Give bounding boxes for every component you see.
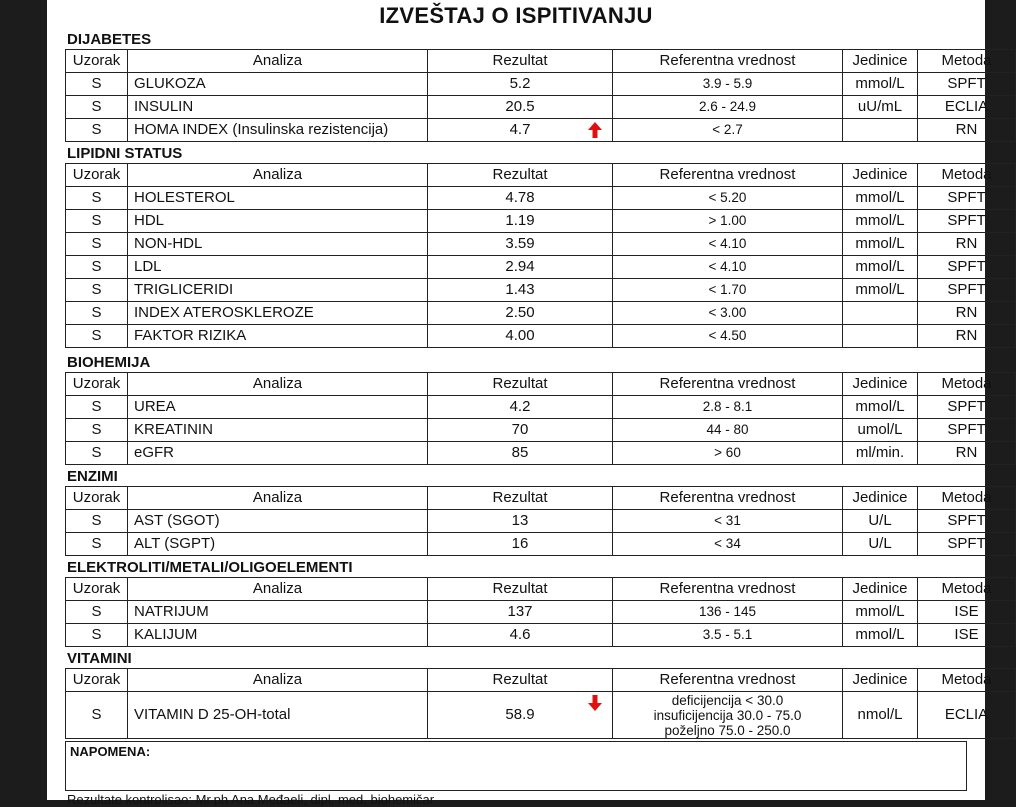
- header-ref: Referentna vrednost: [613, 487, 843, 510]
- table-row: [66, 233, 1016, 256]
- cell-rezultat: [428, 533, 613, 556]
- cell-metoda: RN: [918, 302, 1016, 325]
- cell-uzorak: S: [66, 119, 128, 142]
- header-jed: Jedinice: [843, 373, 918, 396]
- cell-metoda: SPFT: [918, 533, 1016, 556]
- cell-metoda: ECLIA: [918, 692, 1016, 739]
- cell-rezultat: [428, 233, 613, 256]
- header-rezultat: Rezultat: [428, 50, 613, 73]
- report-page: [47, 0, 992, 807]
- cell-analiza: ALT (SGPT): [128, 533, 428, 556]
- header-metoda: Metoda: [918, 50, 1016, 73]
- section-5: [65, 650, 992, 739]
- cell-ref: > 1.00: [613, 210, 843, 233]
- cell-jed: umol/L: [843, 419, 918, 442]
- cell-jed: mmol/L: [843, 624, 918, 647]
- cell-jed: mmol/L: [843, 256, 918, 279]
- cell-jed: uU/mL: [843, 96, 918, 119]
- cell-metoda: ECLIA: [918, 96, 1016, 119]
- napomena-box: [65, 741, 967, 791]
- table-row: [66, 396, 1016, 419]
- result-value: 13: [511, 512, 529, 529]
- section-0: [65, 31, 992, 142]
- header-jed: Jedinice: [843, 578, 918, 601]
- cell-analiza: NATRIJUM: [128, 601, 428, 624]
- cell-uzorak: S: [66, 442, 128, 465]
- result-value: 16: [511, 535, 529, 552]
- cell-analiza: AST (SGOT): [128, 510, 428, 533]
- result-value: 4.00: [505, 327, 535, 344]
- table-row: [66, 96, 1016, 119]
- cell-analiza: eGFR: [128, 442, 428, 465]
- results-table: [65, 486, 1016, 556]
- cell-metoda: SPFT: [918, 187, 1016, 210]
- ref-line: insuficijencija 30.0 - 75.0: [653, 707, 802, 723]
- cell-analiza: HDL: [128, 210, 428, 233]
- cell-jed: U/L: [843, 510, 918, 533]
- table-row: [66, 325, 1016, 348]
- header-rezultat: Rezultat: [428, 578, 613, 601]
- cell-rezultat: [428, 692, 613, 739]
- cell-metoda: SPFT: [918, 256, 1016, 279]
- results-table: [65, 372, 1016, 465]
- cell-uzorak: S: [66, 279, 128, 302]
- section-title: ENZIMI: [67, 468, 118, 485]
- ref-line: poželjno 75.0 - 250.0: [664, 722, 791, 738]
- cell-rezultat: [428, 510, 613, 533]
- cell-ref: > 60: [613, 442, 843, 465]
- cell-ref: 3.5 - 5.1: [613, 624, 843, 647]
- cell-uzorak: S: [66, 419, 128, 442]
- cell-jed: [843, 119, 918, 142]
- cell-metoda: SPFT: [918, 510, 1016, 533]
- cell-uzorak: S: [66, 210, 128, 233]
- header-metoda: Metoda: [918, 578, 1016, 601]
- cell-jed: U/L: [843, 533, 918, 556]
- cell-analiza: INDEX ATEROSKLEROZE: [128, 302, 428, 325]
- section-title: VITAMINI: [67, 650, 132, 667]
- header-uzorak: Uzorak: [66, 164, 128, 187]
- cell-uzorak: S: [66, 187, 128, 210]
- cell-metoda: SPFT: [918, 279, 1016, 302]
- cell-ref: < 1.70: [613, 279, 843, 302]
- result-value: 5.2: [509, 75, 531, 92]
- section-4: [65, 559, 992, 647]
- cell-metoda: RN: [918, 233, 1016, 256]
- table-header-row: [66, 578, 1016, 601]
- result-value: 3.59: [505, 235, 535, 252]
- cell-ref: 136 - 145: [613, 601, 843, 624]
- section-1: [65, 145, 992, 348]
- header-jed: Jedinice: [843, 164, 918, 187]
- table-row: [66, 210, 1016, 233]
- arrow-down-icon: [587, 694, 603, 712]
- results-table: [65, 163, 1016, 348]
- cell-uzorak: S: [66, 533, 128, 556]
- table-row: [66, 533, 1016, 556]
- cell-uzorak: S: [66, 302, 128, 325]
- header-rezultat: Rezultat: [428, 487, 613, 510]
- cell-ref: < 4.10: [613, 256, 843, 279]
- results-table: [65, 668, 1016, 739]
- table-header-row: [66, 487, 1016, 510]
- cell-jed: mmol/L: [843, 233, 918, 256]
- result-value: 4.6: [509, 626, 531, 643]
- cell-analiza: KALIJUM: [128, 624, 428, 647]
- cell-metoda: ISE: [918, 601, 1016, 624]
- cell-analiza: UREA: [128, 396, 428, 419]
- header-uzorak: Uzorak: [66, 487, 128, 510]
- cell-ref: 2.6 - 24.9: [613, 96, 843, 119]
- table-row: [66, 119, 1016, 142]
- cell-rezultat: [428, 419, 613, 442]
- result-value: 137: [507, 603, 533, 620]
- header-analiza: Analiza: [128, 373, 428, 396]
- header-jed: Jedinice: [843, 487, 918, 510]
- table-header-row: [66, 164, 1016, 187]
- header-rezultat: Rezultat: [428, 164, 613, 187]
- cell-jed: mmol/L: [843, 210, 918, 233]
- section-title: DIJABETES: [67, 31, 152, 48]
- ref-line: deficijencija < 30.0: [671, 692, 784, 708]
- cell-rezultat: [428, 279, 613, 302]
- header-metoda: Metoda: [918, 669, 1016, 692]
- table-row: [66, 279, 1016, 302]
- cell-rezultat: [428, 210, 613, 233]
- table-row: [66, 419, 1016, 442]
- cell-rezultat: [428, 442, 613, 465]
- cell-jed: mmol/L: [843, 396, 918, 419]
- table-header-row: [66, 373, 1016, 396]
- cell-metoda: RN: [918, 442, 1016, 465]
- results-table: [65, 577, 1016, 647]
- result-value: 1.43: [505, 281, 535, 298]
- cell-analiza: HOMA INDEX (Insulinska rezistencija): [128, 119, 428, 142]
- cell-uzorak: S: [66, 624, 128, 647]
- results-table: [65, 49, 1016, 142]
- cell-rezultat: [428, 119, 613, 142]
- cell-metoda: SPFT: [918, 419, 1016, 442]
- cell-uzorak: S: [66, 256, 128, 279]
- cell-ref: < 3.00: [613, 302, 843, 325]
- report-title: IZVEŠTAJ O ISPITIVANJU: [379, 3, 653, 28]
- table-row: [66, 256, 1016, 279]
- header-analiza: Analiza: [128, 487, 428, 510]
- cell-rezultat: [428, 187, 613, 210]
- cell-rezultat: [428, 96, 613, 119]
- napomena-label: NAPOMENA:: [70, 744, 151, 759]
- section-title: ELEKTROLITI/METALI/OLIGOELEMENTI: [67, 559, 353, 576]
- cell-ref: < 5.20: [613, 187, 843, 210]
- result-value: 85: [511, 444, 529, 461]
- cell-jed: mmol/L: [843, 279, 918, 302]
- header-jed: Jedinice: [843, 669, 918, 692]
- cell-analiza: KREATININ: [128, 419, 428, 442]
- cell-metoda: SPFT: [918, 210, 1016, 233]
- header-ref: Referentna vrednost: [613, 373, 843, 396]
- header-metoda: Metoda: [918, 373, 1016, 396]
- cell-uzorak: S: [66, 233, 128, 256]
- table-header-row: [66, 50, 1016, 73]
- cell-analiza: TRIGLICERIDI: [128, 279, 428, 302]
- arrow-up-icon: [587, 121, 603, 139]
- section-3: [65, 468, 992, 556]
- table-row: [66, 302, 1016, 325]
- cell-analiza: NON-HDL: [128, 233, 428, 256]
- cell-analiza: HOLESTEROL: [128, 187, 428, 210]
- header-analiza: Analiza: [128, 50, 428, 73]
- header-analiza: Analiza: [128, 669, 428, 692]
- table-row: [66, 624, 1016, 647]
- cell-ref: < 4.50: [613, 325, 843, 348]
- cell-rezultat: [428, 256, 613, 279]
- header-metoda: Metoda: [918, 487, 1016, 510]
- cell-jed: nmol/L: [843, 692, 918, 739]
- cell-ref: < 31: [613, 510, 843, 533]
- header-uzorak: Uzorak: [66, 373, 128, 396]
- cell-uzorak: S: [66, 325, 128, 348]
- result-value: 4.7: [509, 121, 531, 138]
- cell-analiza: FAKTOR RIZIKA: [128, 325, 428, 348]
- cell-rezultat: [428, 325, 613, 348]
- table-row: [66, 510, 1016, 533]
- result-value: 4.78: [505, 189, 535, 206]
- result-value: 2.94: [505, 258, 535, 275]
- cell-uzorak: S: [66, 73, 128, 96]
- cell-jed: [843, 302, 918, 325]
- cell-rezultat: [428, 396, 613, 419]
- table-row: [66, 73, 1016, 96]
- cell-uzorak: S: [66, 510, 128, 533]
- cell-metoda: SPFT: [918, 73, 1016, 96]
- cell-analiza: VITAMIN D 25-OH-total: [128, 692, 428, 739]
- header-ref: Referentna vrednost: [613, 164, 843, 187]
- cell-ref: < 2.7: [613, 119, 843, 142]
- footer-signature: Rezultate kontrolisao: Mr.ph Ana Međaeli, dipl. med. biohemičar: [67, 792, 435, 807]
- header-jed: Jedinice: [843, 50, 918, 73]
- cell-metoda: RN: [918, 119, 1016, 142]
- cell-jed: [843, 325, 918, 348]
- cell-uzorak: S: [66, 601, 128, 624]
- header-metoda: Metoda: [918, 164, 1016, 187]
- table-header-row: [66, 669, 1016, 692]
- result-value: 70: [511, 421, 529, 438]
- header-ref: Referentna vrednost: [613, 50, 843, 73]
- cell-ref: 44 - 80: [613, 419, 843, 442]
- section-2: [65, 354, 992, 465]
- header-uzorak: Uzorak: [66, 578, 128, 601]
- cell-ref: 3.9 - 5.9: [613, 73, 843, 96]
- cell-metoda: ISE: [918, 624, 1016, 647]
- cell-ref: < 4.10: [613, 233, 843, 256]
- cell-uzorak: S: [66, 396, 128, 419]
- result-value: 20.5: [505, 98, 535, 115]
- cell-rezultat: [428, 624, 613, 647]
- cell-jed: ml/min.: [843, 442, 918, 465]
- cell-jed: mmol/L: [843, 187, 918, 210]
- result-value: 2.50: [505, 304, 535, 321]
- cell-jed: mmol/L: [843, 73, 918, 96]
- header-rezultat: Rezultat: [428, 373, 613, 396]
- section-title: BIOHEMIJA: [67, 354, 151, 371]
- table-row: [66, 442, 1016, 465]
- cell-rezultat: [428, 73, 613, 96]
- header-analiza: Analiza: [128, 578, 428, 601]
- cell-ref: 2.8 - 8.1: [613, 396, 843, 419]
- cell-metoda: RN: [918, 325, 1016, 348]
- table-row: [66, 692, 1016, 739]
- cell-ref: [613, 692, 843, 739]
- header-analiza: Analiza: [128, 164, 428, 187]
- cell-jed: mmol/L: [843, 601, 918, 624]
- header-ref: Referentna vrednost: [613, 669, 843, 692]
- cell-rezultat: [428, 601, 613, 624]
- cell-analiza: INSULIN: [128, 96, 428, 119]
- cell-ref: < 34: [613, 533, 843, 556]
- table-row: [66, 601, 1016, 624]
- header-uzorak: Uzorak: [66, 50, 128, 73]
- section-title: LIPIDNI STATUS: [67, 145, 183, 162]
- cell-metoda: SPFT: [918, 396, 1016, 419]
- table-row: [66, 187, 1016, 210]
- cell-rezultat: [428, 302, 613, 325]
- header-rezultat: Rezultat: [428, 669, 613, 692]
- header-ref: Referentna vrednost: [613, 578, 843, 601]
- result-value: 1.19: [505, 212, 535, 229]
- cell-analiza: GLUKOZA: [128, 73, 428, 96]
- cell-uzorak: S: [66, 96, 128, 119]
- cell-analiza: LDL: [128, 256, 428, 279]
- result-value: 4.2: [509, 398, 531, 415]
- result-value: 58.9: [505, 706, 535, 723]
- header-uzorak: Uzorak: [66, 669, 128, 692]
- cell-uzorak: S: [66, 692, 128, 739]
